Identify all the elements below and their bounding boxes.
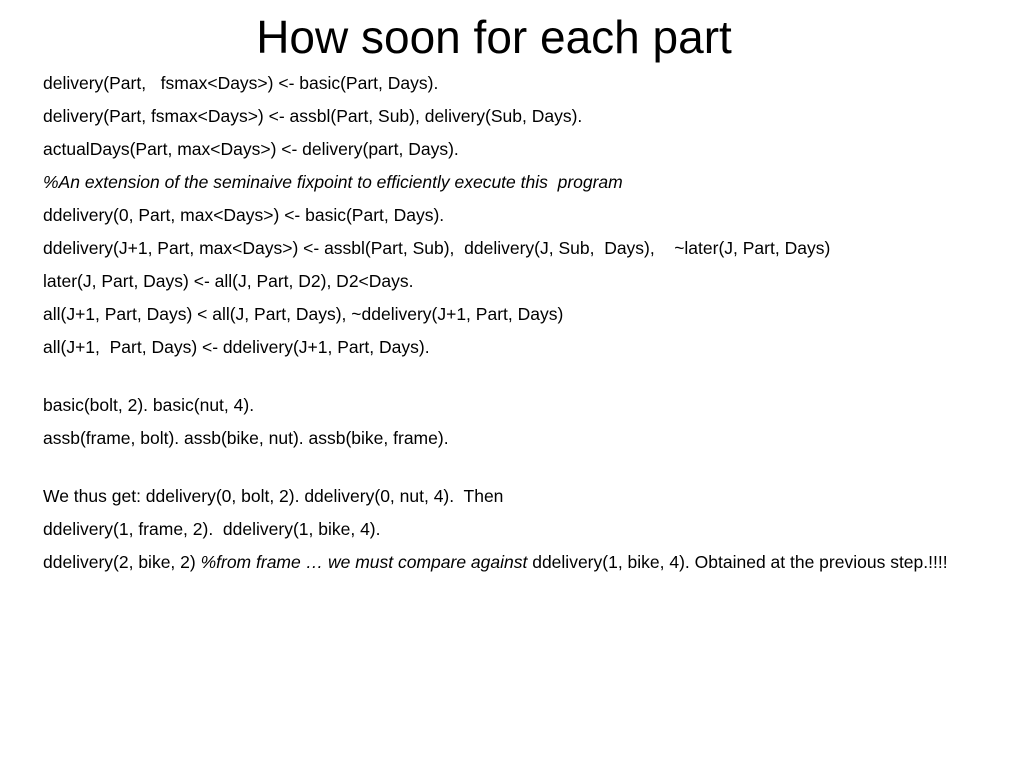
code-line-5: ddelivery(0, Part, max<Days>) <- basic(Part, Days).	[43, 205, 445, 225]
result-line-3-part3: ddelivery(1, bike, 4). Obtained at the previous step.!!!!	[527, 552, 948, 572]
code-line-8: all(J+1, Part, Days) < all(J, Part, Days), ~ddelivery(J+1, Part, Days)	[43, 304, 564, 324]
facts-line-2: assb(frame, bolt). assb(bike, nut). assb(bike, frame).	[43, 428, 449, 448]
slide-body	[43, 71, 983, 583]
facts-line-1: basic(bolt, 2). basic(nut, 4).	[43, 395, 255, 415]
code-line-7: later(J, Part, Days) <- all(J, Part, D2), D2<Days.	[43, 271, 414, 291]
result-line-2: ddelivery(1, frame, 2). ddelivery(1, bike, 4).	[43, 519, 381, 539]
code-line-3: actualDays(Part, max<Days>) <- delivery(part, Days).	[43, 139, 459, 159]
code-line-1: delivery(Part, fsmax<Days>) <- basic(Part, Days).	[43, 73, 439, 93]
slide-title: How soon for each part	[256, 11, 732, 63]
code-line-9: all(J+1, Part, Days) <- ddelivery(J+1, Part, Days).	[43, 337, 430, 357]
result-line-3	[43, 550, 983, 575]
comment-line: %An extension of the seminaive fixpoint to efficiently execute this program	[43, 172, 623, 192]
code-line-2: delivery(Part, fsmax<Days>) <- assbl(Part, Sub), delivery(Sub, Days).	[43, 106, 583, 126]
result-line-3-part1: ddelivery(2, bike, 2)	[43, 552, 201, 572]
code-line-6: ddelivery(J+1, Part, max<Days>) <- assbl(Part, Sub), ddelivery(J, Sub, Days), ~later(J, Part, Days)	[43, 238, 831, 258]
result-line-1: We thus get: ddelivery(0, bolt, 2). ddelivery(0, nut, 4). Then	[43, 486, 504, 506]
result-line-3-comment: %from frame … we must compare against	[200, 552, 528, 572]
